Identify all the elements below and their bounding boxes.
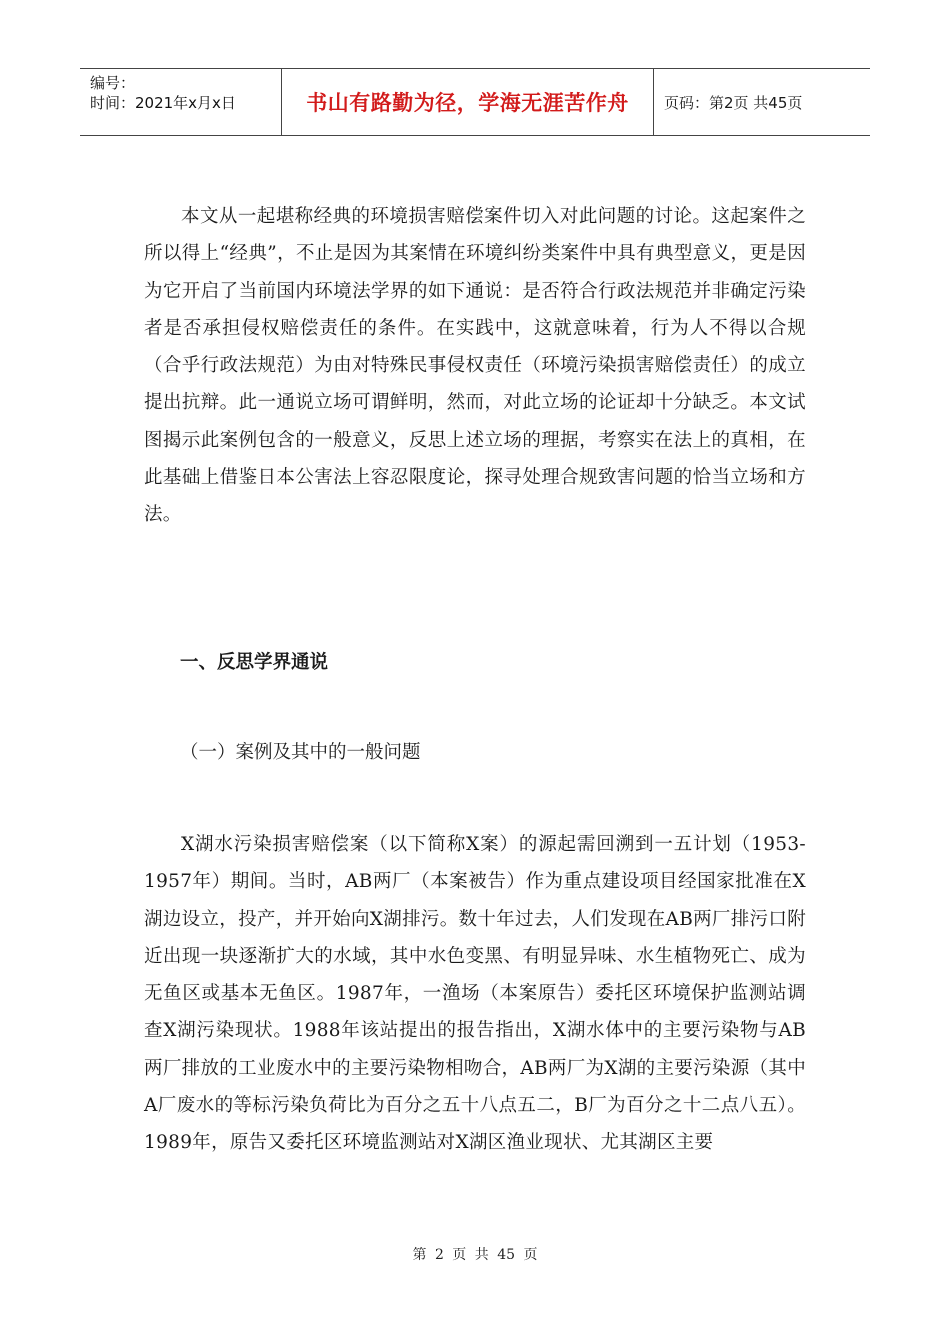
header-meta-cell	[80, 69, 282, 135]
subsection-heading: （一）案例及其中的一般问题	[180, 742, 421, 763]
document-header	[80, 68, 870, 136]
document-number-label: 编号：	[90, 74, 136, 92]
section-heading: 一、反思学界通说	[180, 652, 329, 673]
header-motto-cell	[282, 69, 654, 135]
intro-section	[144, 198, 806, 534]
header-motto: 书山有路勤为径，学海无涯苦作舟	[306, 91, 629, 115]
header-page-info: 页码：第2页 共45页	[664, 93, 803, 112]
case-section	[144, 826, 806, 1162]
page-footer: 第 2 页 共 45 页	[412, 1247, 538, 1263]
case-paragraph: X湖水污染损害赔偿案（以下简称X案）的源起需回溯到一五计划（1953-1957年）期间。当时，AB两厂（本案被告）作为重点建设项目经国家批准在X湖边设立，投产，并开始向X湖排污。数十年过去，人们发现在AB两厂排污口附近出现一块逐渐扩大的水域，其中水色变黑、有明显异味、水生植物死亡、成为无鱼区或基本无鱼区。1987年，一渔场（本案原告）委托区环境保护监测站调查X湖污染现状。1988年该站提出的报告指出，X湖水体中的主要污染物与AB两厂排放的工业废水中的主要污染物相吻合，AB两厂为X湖的主要污染源（其中A厂废水的等标污染负荷比为百分之五十八点五二，B厂为百分之十二点八五）。1989年，原告又委托区环境监测站对X湖区渔业现状、尤其湖区主要	[144, 834, 806, 1154]
document-date-label: 时间：2021年x月x日	[90, 94, 236, 112]
intro-paragraph: 本文从一起堪称经典的环境损害赔偿案件切入对此问题的讨论。这起案件之所以得上“经典”，不止是因为其案情在环境纠纷类案件中具有典型意义，更是因为它开启了当前国内环境法学界的如下通说：是否符合行政法规范并非确定污染者是否承担侵权赔偿责任的条件。在实践中，这就意味着，行为人不得以合规（合乎行政法规范）为由对特殊民事侵权责任（环境污染损害赔偿责任）的成立提出抗辩。此一通说立场可谓鲜明，然而，对此立场的论证却十分缺乏。本文试图揭示此案例包含的一般意义，反思上述立场的理据，考察实在法上的真相，在此基础上借鉴日本公害法上容忍限度论，探寻处理合规致害问题的恰当立场和方法。	[144, 206, 806, 526]
